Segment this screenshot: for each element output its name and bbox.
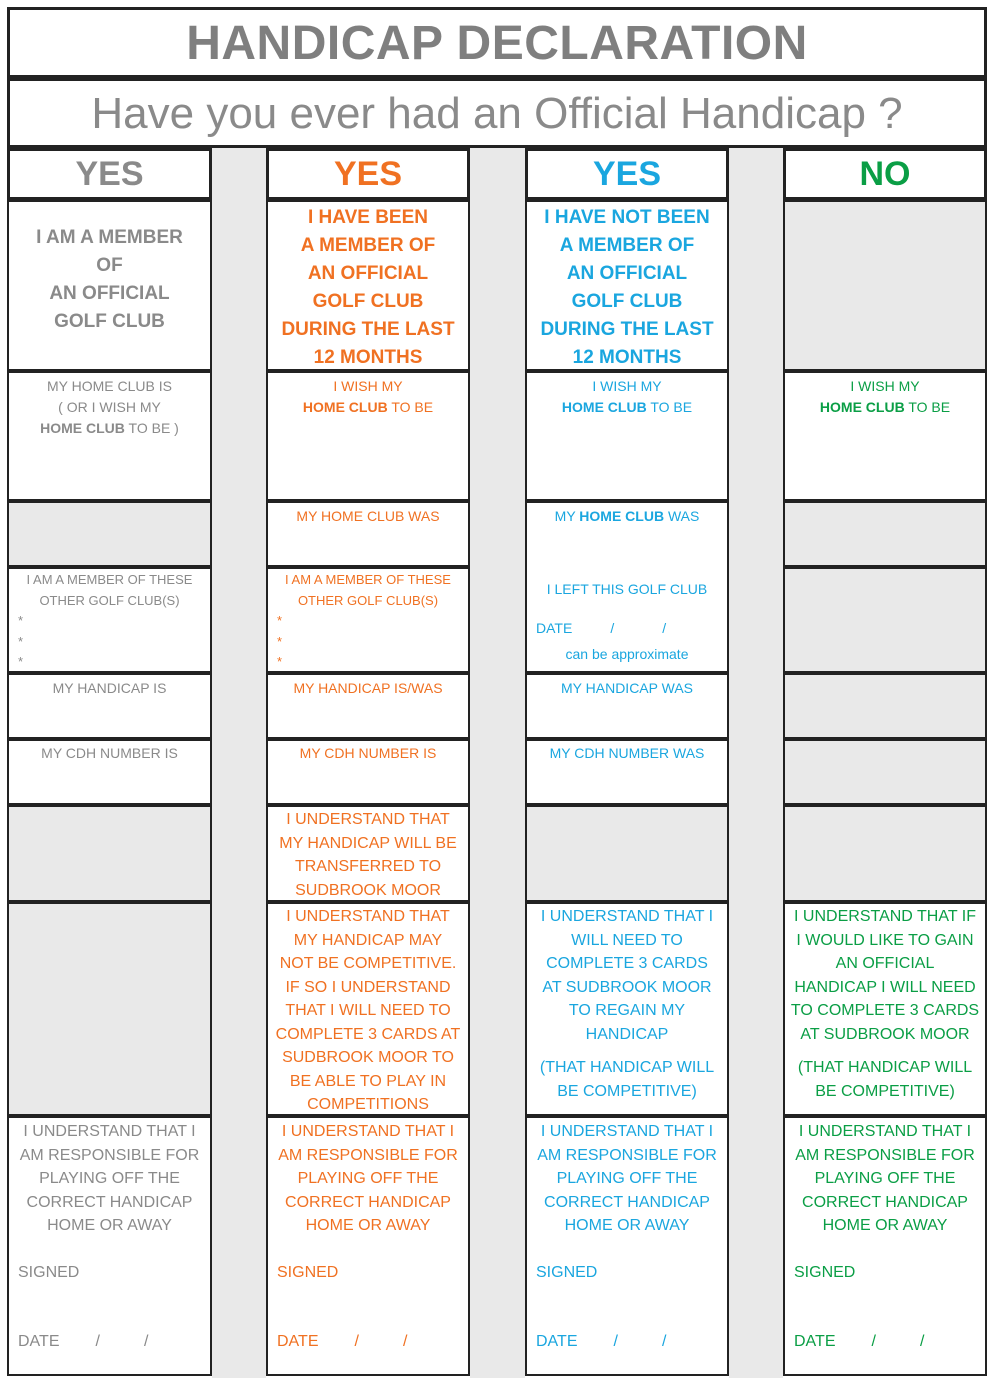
signed-field[interactable]: SIGNED bbox=[18, 1263, 80, 1281]
signed-field[interactable]: SIGNED bbox=[277, 1263, 339, 1281]
empty-cell bbox=[7, 805, 212, 902]
other-clubs-field[interactable]: I AM A MEMBER OF THESE OTHER GOLF CLUB(S) * * * bbox=[7, 567, 212, 673]
signed-field[interactable]: SIGNED bbox=[794, 1263, 856, 1281]
status-cell-former-member: I HAVE BEEN A MEMBER OF AN OFFICIAL GOLF CLUB DURING THE LAST 12 MONTHS bbox=[266, 200, 470, 371]
signed-field[interactable]: SIGNED bbox=[536, 1263, 598, 1281]
column-gap bbox=[729, 148, 783, 1378]
handicap-field[interactable]: MY HANDICAP WAS bbox=[525, 673, 729, 739]
cdh-number-field[interactable]: MY CDH NUMBER WAS bbox=[525, 739, 729, 805]
date-field[interactable]: DATE / / bbox=[277, 1333, 408, 1350]
question-heading: Have you ever had an Official Handicap ? bbox=[7, 78, 987, 148]
home-club-field[interactable]: MY HOME CLUB IS ( OR I WISH MY HOME CLUB TO BE ) bbox=[7, 371, 212, 501]
status-cell-not-member: I HAVE NOT BEEN A MEMBER OF AN OFFICIAL GOLF CLUB DURING THE LAST 12 MONTHS bbox=[525, 200, 729, 371]
transfer-statement: I UNDERSTAND THAT MY HANDICAP WILL BE TRANSFERRED TO SUDBROOK MOOR bbox=[266, 805, 470, 902]
date-field[interactable]: DATE / / bbox=[18, 1333, 149, 1350]
left-club-label: I LEFT THIS GOLF CLUB bbox=[546, 581, 708, 597]
left-club-date[interactable]: DATE / / bbox=[536, 620, 667, 636]
responsibility-block: I UNDERSTAND THAT I AM RESPONSIBLE FOR PLAYING OFF THE CORRECT HANDICAP HOME OR AWAY SIGNED DATE / / bbox=[525, 1116, 729, 1376]
responsibility-block: I UNDERSTAND THAT I AM RESPONSIBLE FOR PLAYING OFF THE CORRECT HANDICAP HOME OR AWAY SIGNED DATE / / bbox=[7, 1116, 212, 1376]
empty-cell bbox=[783, 739, 987, 805]
cdh-number-field[interactable]: MY CDH NUMBER IS bbox=[266, 739, 470, 805]
date-field[interactable]: DATE / / bbox=[794, 1333, 925, 1350]
status-cell-empty bbox=[783, 200, 987, 371]
home-club-field[interactable]: I WISH MY HOME CLUB TO BE bbox=[266, 371, 470, 501]
empty-cell bbox=[783, 805, 987, 902]
home-club-field[interactable]: I WISH MY HOME CLUB TO BE bbox=[783, 371, 987, 501]
header-no: NO bbox=[783, 148, 987, 200]
empty-cell bbox=[783, 567, 987, 673]
header-yes-member: YES bbox=[7, 148, 212, 200]
column-gap bbox=[212, 148, 266, 1378]
column-gap bbox=[470, 148, 525, 1378]
other-clubs-field[interactable]: I AM A MEMBER OF THESE OTHER GOLF CLUB(S) * * * bbox=[266, 567, 470, 673]
header-yes-former-member: YES bbox=[266, 148, 470, 200]
home-club-field[interactable]: I WISH MY HOME CLUB TO BE bbox=[525, 371, 729, 501]
handicap-field[interactable]: MY HANDICAP IS/WAS bbox=[266, 673, 470, 739]
status-cell-member: I AM A MEMBER OF AN OFFICIAL GOLF CLUB bbox=[7, 200, 212, 371]
competitive-statement: I UNDERSTAND THAT MY HANDICAP MAY NOT BE COMPETITIVE. IF SO I UNDERSTAND THAT I WILL NEED TO COMPLETE 3 CARDS AT SUDBROOK MOOR TO BE ABLE TO PLAY IN COMPETITIONS bbox=[266, 902, 470, 1116]
previous-home-club-field[interactable]: MY HOME CLUB WAS bbox=[266, 501, 470, 567]
empty-cell bbox=[525, 805, 729, 902]
approximate-note: can be approximate bbox=[565, 646, 689, 662]
responsibility-block: I UNDERSTAND THAT I AM RESPONSIBLE FOR PLAYING OFF THE CORRECT HANDICAP HOME OR AWAY SIGNED DATE / / bbox=[266, 1116, 470, 1376]
cdh-number-field[interactable]: MY CDH NUMBER IS bbox=[7, 739, 212, 805]
date-field[interactable]: DATE / / bbox=[536, 1333, 667, 1350]
page-title: HANDICAP DECLARATION bbox=[7, 7, 987, 78]
empty-cell bbox=[783, 501, 987, 567]
header-yes-not-member: YES bbox=[525, 148, 729, 200]
empty-cell bbox=[783, 673, 987, 739]
empty-cell bbox=[7, 902, 212, 1116]
handicap-field[interactable]: MY HANDICAP IS bbox=[7, 673, 212, 739]
competitive-statement: I UNDERSTAND THAT IF I WOULD LIKE TO GAIN AN OFFICIAL HANDICAP I WILL NEED TO COMPLETE 3 CARDS AT SUDBROOK MOOR (THAT HANDICAP WILL BE COMPETITIVE) bbox=[783, 902, 987, 1116]
empty-cell bbox=[7, 501, 212, 567]
previous-home-club-field[interactable]: MY HOME CLUB WAS I LEFT THIS GOLF CLUB DATE / / can be approximate bbox=[525, 501, 729, 673]
responsibility-block: I UNDERSTAND THAT I AM RESPONSIBLE FOR PLAYING OFF THE CORRECT HANDICAP HOME OR AWAY SIGNED DATE / / bbox=[783, 1116, 987, 1376]
competitive-statement: I UNDERSTAND THAT I WILL NEED TO COMPLETE 3 CARDS AT SUDBROOK MOOR TO REGAIN MY HANDICAP (THAT HANDICAP WILL BE COMPETITIVE) bbox=[525, 902, 729, 1116]
